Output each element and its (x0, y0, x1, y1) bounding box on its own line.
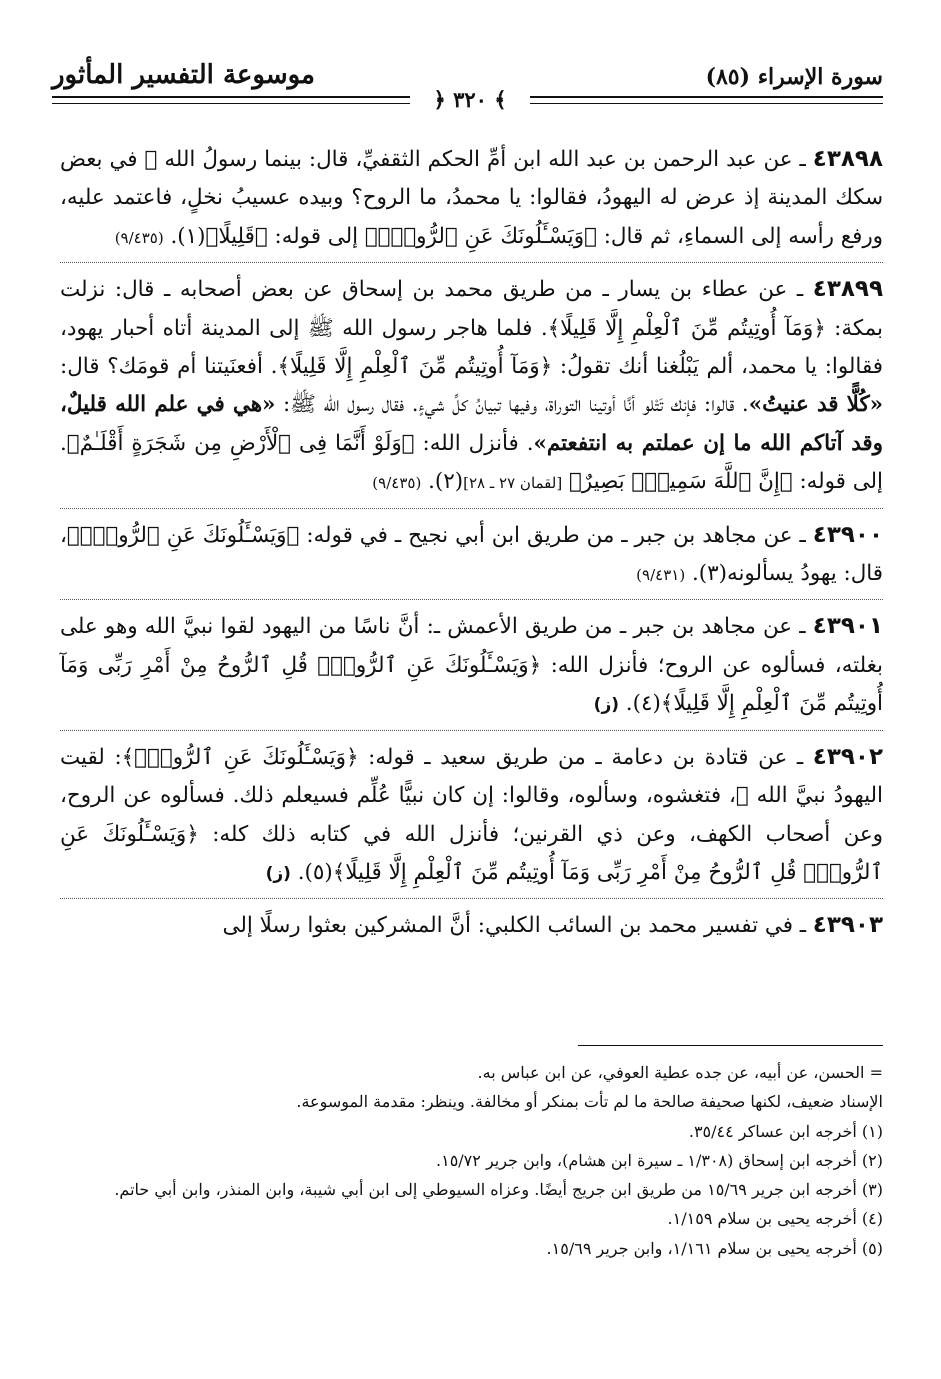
entry-number: ٤٣٩٠٠ (812, 521, 883, 548)
entry-43901 (60, 607, 883, 730)
hadith-quote: «هي في علم الله قليلٌ، وقد آتاكم الله ما إن عملتم به انتفعتم» (60, 392, 883, 456)
entry-text: . فأنزل الله: ﴿وَلَوْ أَنَّمَا فِى ٱلْأَرْضِ مِن شَجَرَةٍ أَقْلَـٰمٌ﴾. إلى قوله: ﴿إِنَّ ٱللَّهَ سَمِيعٌۢ بَصِيرٌ﴾ (60, 430, 883, 495)
hadith-quote: «كُلًّا قد عنيتُ» (748, 392, 883, 418)
footnote-1: (١) أخرجه ابن عساكر ٣٥/٤٤. (688, 1121, 883, 1141)
volume-reference: (٩/٤٣١) (636, 566, 686, 585)
entry-text: ـ عن مجاهد بن جبر ـ من طريق الأعمش ـ: أنَّ ناسًا من اليهود لقوا نبيَّ الله وهو على بغلته، فسألوه عن الروح؛ فأنزل الله: ﴿وَيَسْـَٔلُونَكَ عَنِ ٱلرُّوحِۖ قُلِ ٱلرُّوحُ مِنْ أَمْرِ رَبِّى وَمَآ أُوتِيتُم مِّنَ ٱلْعِلْمِ إِلَّا قَلِيلًا﴾(٤). (60, 614, 883, 717)
surah-header: سورة الإسراء (٨٥) (705, 64, 883, 90)
sura-reference: [لقمان ٢٧ ـ ٢٨] (463, 474, 563, 493)
entry-text: ـ عن قتادة بن دعامة ـ من طريق سعيد ـ قوله: ﴿وَيَسْـَٔلُونَكَ عَنِ ٱلرُّوحِۖ﴾: لقيت اليهودُ نبيَّ الله ﷺ، فتغشوه، وسألوه، وقالوا: إن كان نبيًّا عُلِّم فسيعلم ذلك. فسألوه عن الروح، وعن أصحاب الكهف، وعن ذي القرنين؛ فأنزل الله في كتابه ذلك كله: ﴿وَيَسْـَٔلُونَكَ عَنِ ٱلرُّوحِۖ قُلِ ٱلرُّوحُ مِنْ أَمْرِ رَبِّى وَمَآ أُوتِيتُم مِّنَ ٱلْعِلْمِ إِلَّا قَلِيلًا﴾(٥). (60, 744, 883, 885)
entry-text: . قالوا: فإنك تَتْلو أنَّا أوتينا التوراة، وفيها تبيانُ كلِّ شيءٍ. فقال رسول الله ﷺ: (275, 392, 749, 418)
page-number: ﴾ ٣٢٠ ﴿ (410, 88, 530, 112)
entry-number: ٤٣٩٠١ (812, 613, 883, 640)
entry-number: ٤٣٩٠٣ (812, 912, 883, 939)
entry-number: ٤٣٩٠٢ (812, 743, 883, 770)
entry-text: ـ في تفسير محمد بن السائب الكلبي: أنَّ المشركين بعثوا رسلًا إلى (222, 913, 813, 939)
footnote-2: (٢) أخرجه ابن إسحاق (١/٣٠٨ ـ سيرة ابن هشام)، وابن جرير ١٥/٧٢. (436, 1150, 883, 1170)
footnote-4: (٤) أخرجه يحيى بن سلام ١/١٥٩. (667, 1209, 883, 1229)
footnote-note: الإسناد ضعيف، لكنها صحيفة صالحة ما لم تأت بمنكر أو مخالفة. وينظر: مقدمة الموسوعة. (296, 1092, 883, 1112)
footnote-continuation: = الحسن، عن أبيه، عن جده عطية العوفي، عن ابن عباس به. (477, 1063, 883, 1082)
footnote-marker: (٢). (421, 469, 464, 495)
volume-reference: (٩/٤٣٥) (372, 474, 422, 493)
entry-43899 (60, 270, 883, 508)
entry-43898 (60, 140, 883, 263)
footnote-5: (٥) أخرجه يحيى بن سلام ١/١٦١، وابن جرير ١٥/٦٩. (546, 1238, 883, 1258)
source-tag: (ز) (593, 695, 619, 716)
book-title: موسوعة التفسير المأثور (52, 60, 315, 90)
main-text (60, 140, 883, 958)
entry-number: ٤٣٨٩٩ (812, 276, 883, 303)
entry-number: ٤٣٨٩٨ (812, 146, 883, 172)
footnote-separator (578, 1045, 883, 1046)
footnote-3: (٣) أخرجه ابن جرير ١٥/٦٩ من طريق ابن جريج أيضًا. وعزاه السيوطي إلى ابن أبي شيبة، وابن المنذر، وابن أبي حاتم. (114, 1180, 883, 1200)
source-tag: (ز) (265, 863, 291, 884)
entry-text: ـ عن مجاهد بن جبر ـ من طريق ابن أبي نجيح ـ في قوله: ﴿وَيَسْـَٔلُونَكَ عَنِ ٱلرُّوحِۖ﴾، قال: يهودُ يسألونه(٣). (60, 522, 883, 587)
entry-43902 (60, 738, 883, 900)
entry-text: ـ عن عطاء بن يسار ـ من طريق محمد بن إسحاق عن بعض أصحابه ـ قال: نزلت بمكة: ﴿وَمَآ أُوتِيتُم مِّنَ ٱلْعِلْمِ إِلَّا قَلِيلًا﴾. فلما هاجر رسول الله ﷺ إلى المدينة أتاه أحبار يهود، فقالوا: يا محمد، ألم يَبْلُغنا أنك تقولُ: ﴿وَمَآ أُوتِيتُم مِّنَ ٱلْعِلْمِ إِلَّا قَلِيلًا﴾. أفعنَيتنا أم قومَك؟ قال: (60, 277, 883, 380)
entry-text: ـ عن عبد الرحمن بن عبد الله ابن أمِّ الحكم الثقفيِّ، قال: بينما رسولُ الله ﷺ في بعض سكك المدينة إذ عرض له اليهودُ، فقالوا: يا محمدُ، ما الروح؟ وبيده عسيبُ نخلٍ، فاعتمد عليه، ورفع رأسه إلى السماءِ، ثم قال: ﴿وَيَسْـَٔلُونَكَ عَنِ ٱلرُّوحِۖ﴾ إلى قوله: ﴿قَلِيلًا﴾(١). (60, 147, 883, 249)
volume-reference: (٩/٤٣٥) (114, 228, 164, 247)
entry-43903 (60, 906, 883, 950)
entry-43900 (60, 516, 883, 601)
footnotes (60, 1058, 883, 1263)
